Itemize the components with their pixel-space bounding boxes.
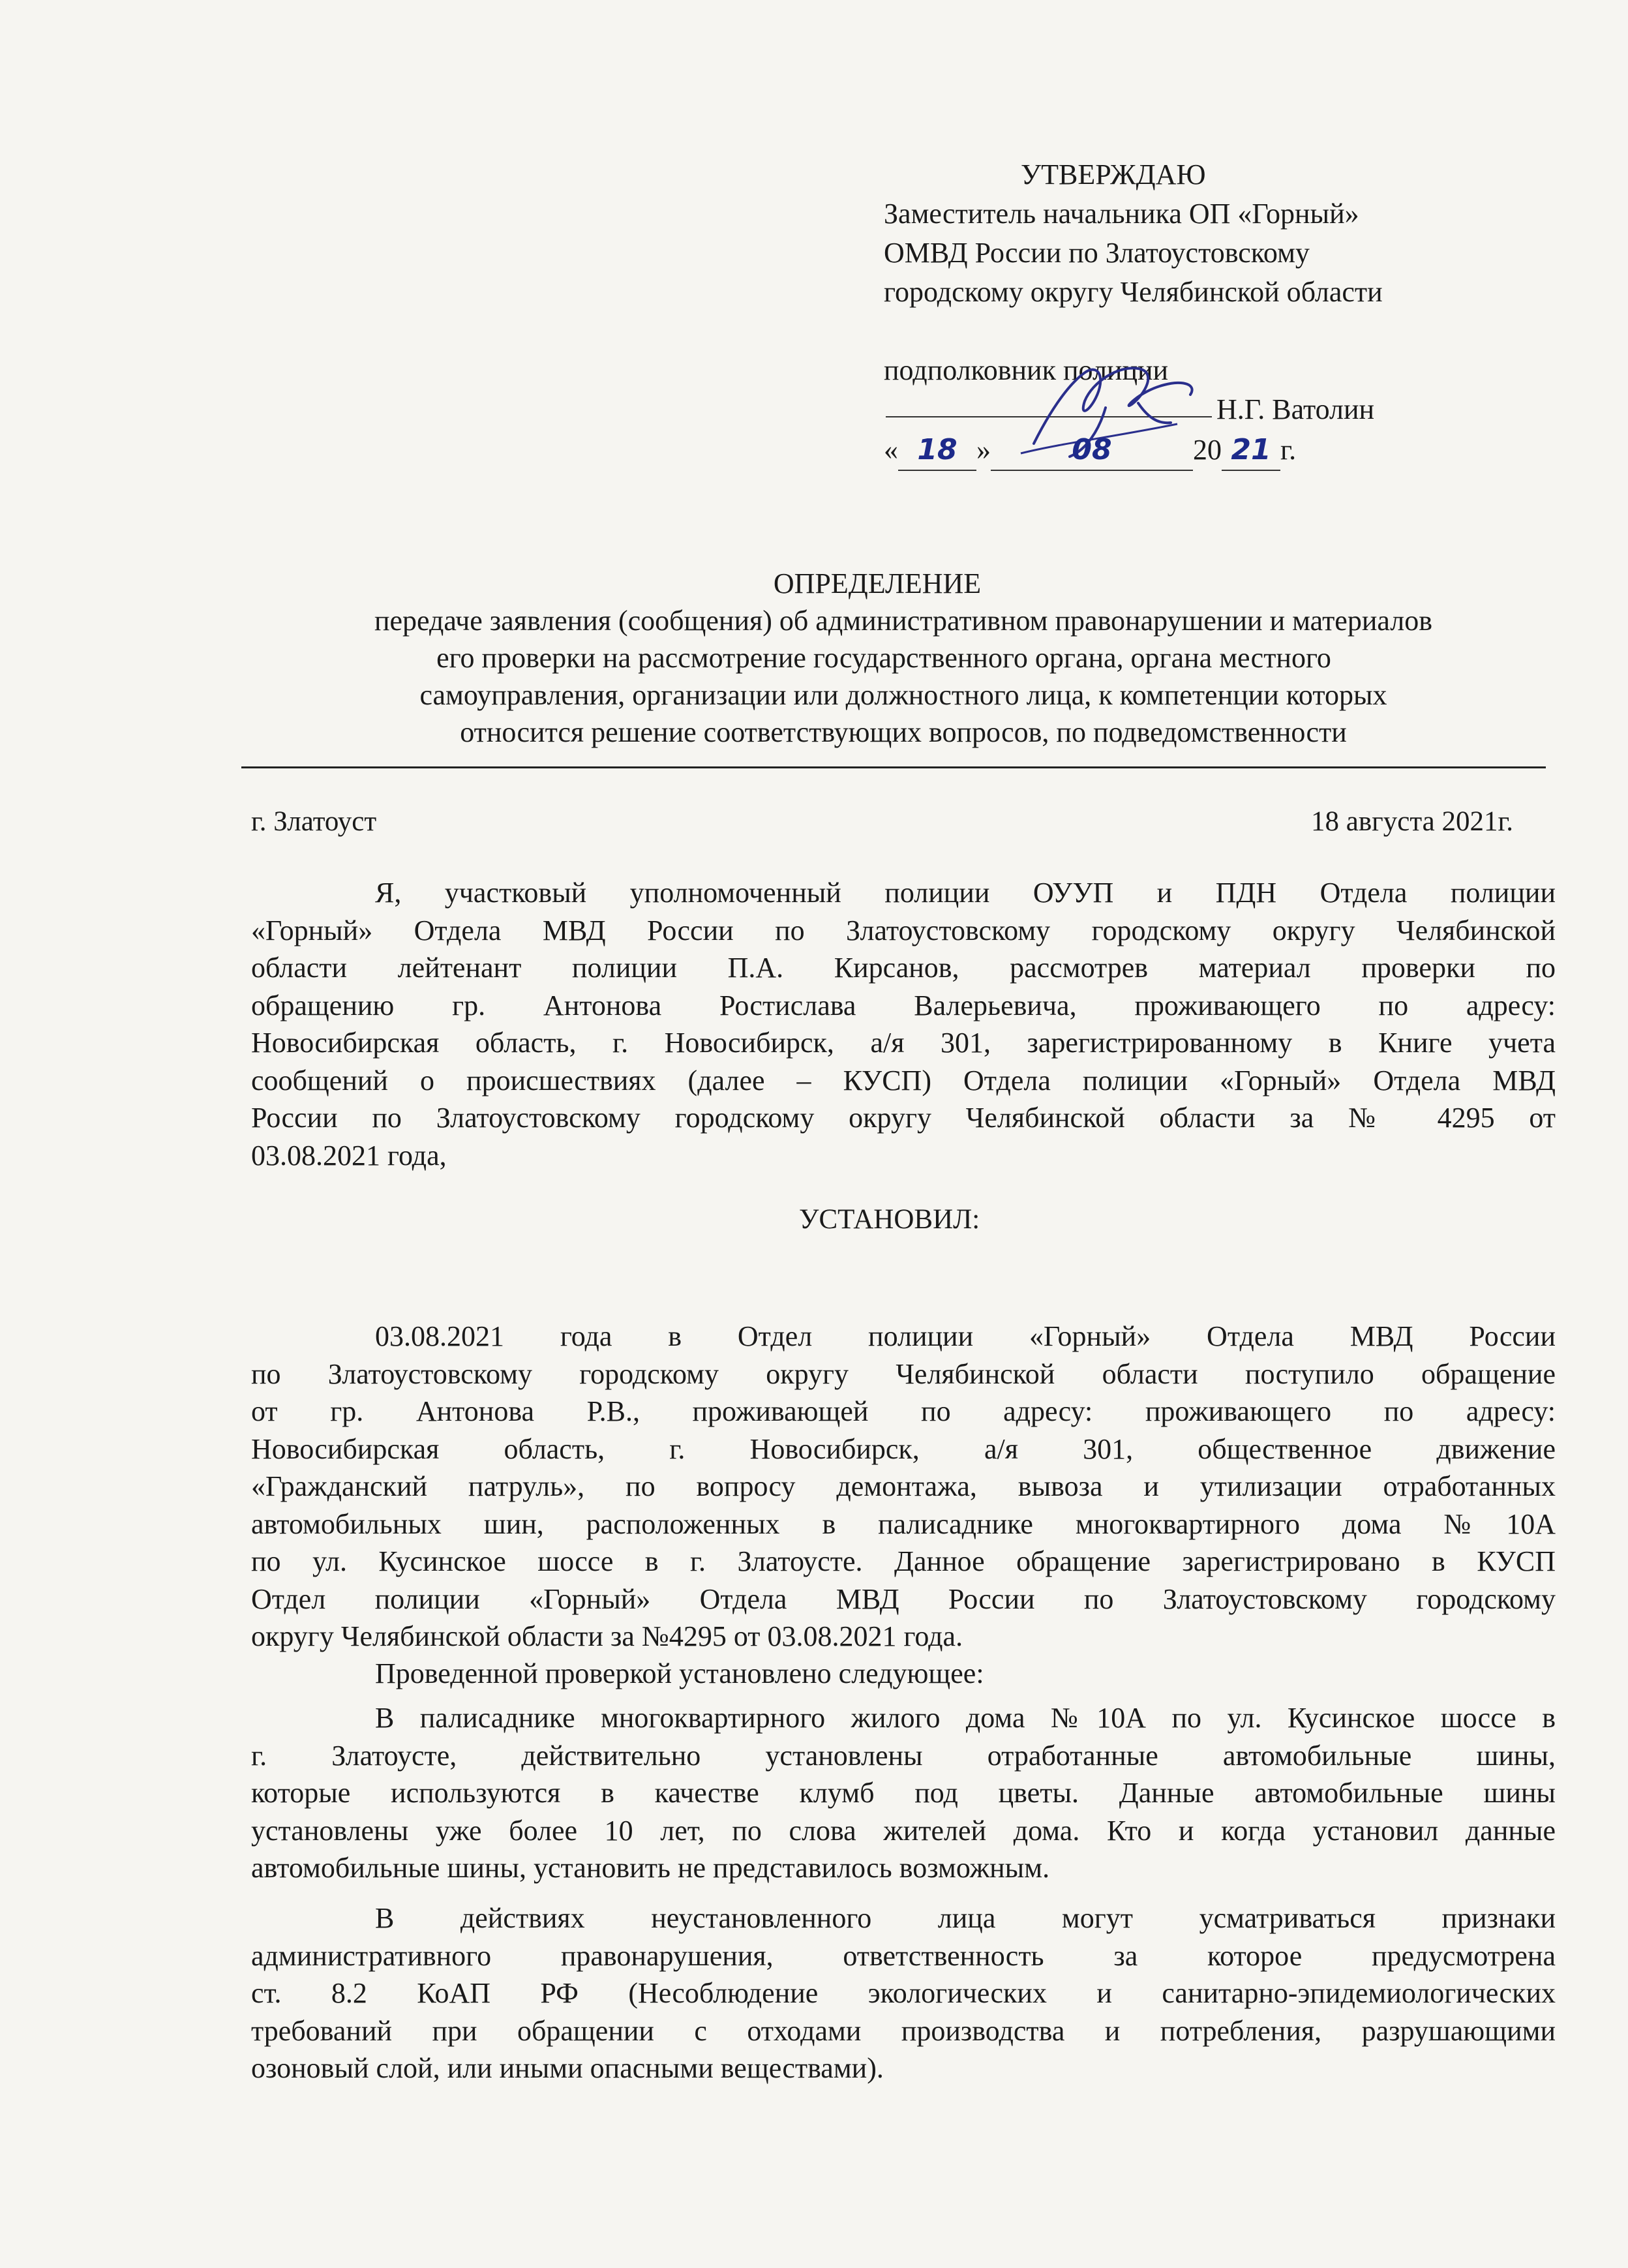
date-day-field: 18 bbox=[898, 431, 976, 471]
findings-line: установлены уже более 10 лет, по слова жителей дома. Кто и когда установил данные bbox=[251, 1814, 1556, 1847]
approval-spacer bbox=[884, 312, 1543, 351]
intro-line: области лейтенант полиции П.А. Кирсанов, рассмотрев материал проверки по bbox=[251, 952, 1556, 984]
facts-paragraph bbox=[251, 1318, 1556, 1656]
facts-line: 03.08.2021 года в Отдел полиции «Горный» Отдела МВД России bbox=[375, 1320, 1556, 1352]
document-title-block bbox=[248, 565, 1559, 751]
approval-line: городскому округу Челябинской области bbox=[884, 276, 1383, 308]
document-place: г. Златоуст bbox=[251, 806, 377, 837]
facts-line: Отдел полиции «Горный» Отдела МВД России по Златоустовскому городскому bbox=[251, 1582, 1556, 1615]
findings-line: г. Златоусте, действительно установлены отработанные автомобильные шины, bbox=[251, 1739, 1556, 1772]
violation-line: административного правонарушения, ответственность за которое предусмотрена bbox=[251, 1939, 1556, 1972]
date-year-field: 21 bbox=[1222, 431, 1280, 471]
facts-line: от гр. Антонова Р.В., проживающей по адресу: проживающего по адресу: bbox=[251, 1395, 1556, 1427]
violation-line: озоновый слой, или иными опасными веществами). bbox=[251, 2052, 884, 2084]
approval-rank: подполковник полиции bbox=[884, 354, 1169, 386]
intro-line: «Горный» Отдела МВД России по Златоустовскому городскому округу Челябинской bbox=[251, 914, 1556, 946]
intro-line: Новосибирская область, г. Новосибирск, а/я 301, зарегистрированному в Книге учета bbox=[251, 1027, 1556, 1059]
findings-line: которые используются в качестве клумб под цветы. Данные автомобильные шины bbox=[251, 1777, 1556, 1809]
date-month-field: 08 bbox=[991, 431, 1193, 471]
facts-line: Новосибирская область, г. Новосибирск, а/я 301, общественное движение bbox=[251, 1432, 1556, 1465]
divider-rule bbox=[241, 766, 1546, 768]
findings-intro-line: Проведенной проверкой установлено следующее: bbox=[375, 1657, 984, 1689]
intro-line: обращению гр. Антонова Ростислава Валерьевича, проживающего по адресу: bbox=[251, 989, 1556, 1021]
violation-line: ст. 8.2 КоАП РФ (Несоблюдение экологических и санитарно-эпидемиологических bbox=[251, 1977, 1556, 2009]
date-year-suffix: г. bbox=[1280, 434, 1297, 466]
approval-line: Заместитель начальника ОП «Горный» bbox=[884, 198, 1359, 230]
date-year-prefix: 20 bbox=[1193, 434, 1222, 466]
findings-line: В палисаднике многоквартирного жилого дома №10А по ул. Кусинское шоссе в bbox=[375, 1702, 1556, 1734]
intro-line: сообщений о происшествиях (далее – КУСП) Отдела полиции «Горный» Отдела МВД bbox=[251, 1064, 1556, 1096]
facts-line: автомобильных шин, расположенных в палисаднике многоквартирного дома №10А bbox=[251, 1507, 1556, 1540]
approval-heading: УТВЕРЖДАЮ bbox=[1021, 159, 1206, 190]
document-heading: ОПРЕДЕЛЕНИЕ bbox=[773, 567, 982, 599]
violation-line: требований при обращении с отходами производства и потребления, разрушающими bbox=[251, 2014, 1556, 2047]
signatory-name: Н.Г. Ватолин bbox=[1216, 393, 1375, 425]
facts-line: по Златоустовскому городскому округу Челябинской области поступило обращение bbox=[251, 1357, 1556, 1390]
date-open-quote: « bbox=[884, 434, 898, 466]
facts-line: по ул. Кусинское шоссе в г. Златоусте. Данное обращение зарегистрировано в КУСП bbox=[251, 1545, 1556, 1577]
approval-line: ОМВД России по Златоустовскому bbox=[884, 237, 1310, 269]
facts-line: «Гражданский патруль», по вопросу демонтажа, вывоза и утилизации отработанных bbox=[251, 1470, 1556, 1502]
approval-signatory bbox=[884, 390, 1543, 429]
title-line: передаче заявления (сообщения) об административном правонарушении и материалов bbox=[374, 605, 1433, 637]
approval-block bbox=[884, 155, 1543, 429]
intro-paragraph bbox=[251, 874, 1556, 1174]
intro-line: 03.08.2021 года, bbox=[251, 1139, 447, 1172]
findings-paragraph bbox=[251, 1699, 1556, 1887]
approval-date bbox=[884, 431, 1296, 471]
title-line: относится решение соответствующих вопросов, по подведомственности bbox=[460, 716, 1347, 748]
violation-paragraph bbox=[251, 1899, 1556, 2087]
date-close-quote: » bbox=[976, 434, 991, 466]
title-line: самоуправления, организации или должностного лица, к компетенции которых bbox=[419, 679, 1387, 711]
established-heading: УСТАНОВИЛ: bbox=[799, 1204, 980, 1235]
findings-line: автомобильные шины, установить не представилось возможным. bbox=[251, 1852, 1050, 1884]
findings-intro bbox=[251, 1655, 1556, 1693]
document-date: 18 августа 2021г. bbox=[1311, 806, 1514, 837]
violation-line: В действиях неустановленного лица могут усматриваться признаки bbox=[375, 1902, 1556, 1934]
intro-line: Я, участковый уполномоченный полиции ОУУП и ПДН Отдела полиции bbox=[375, 877, 1556, 909]
facts-line: округу Челябинской области за №4295 от 03.08.2021 года. bbox=[251, 1620, 963, 1652]
intro-line: России по Златоустовскому городскому округу Челябинской области за № 4295 от bbox=[251, 1102, 1556, 1134]
title-line: его проверки на рассмотрение государственного органа, органа местного bbox=[436, 642, 1331, 674]
